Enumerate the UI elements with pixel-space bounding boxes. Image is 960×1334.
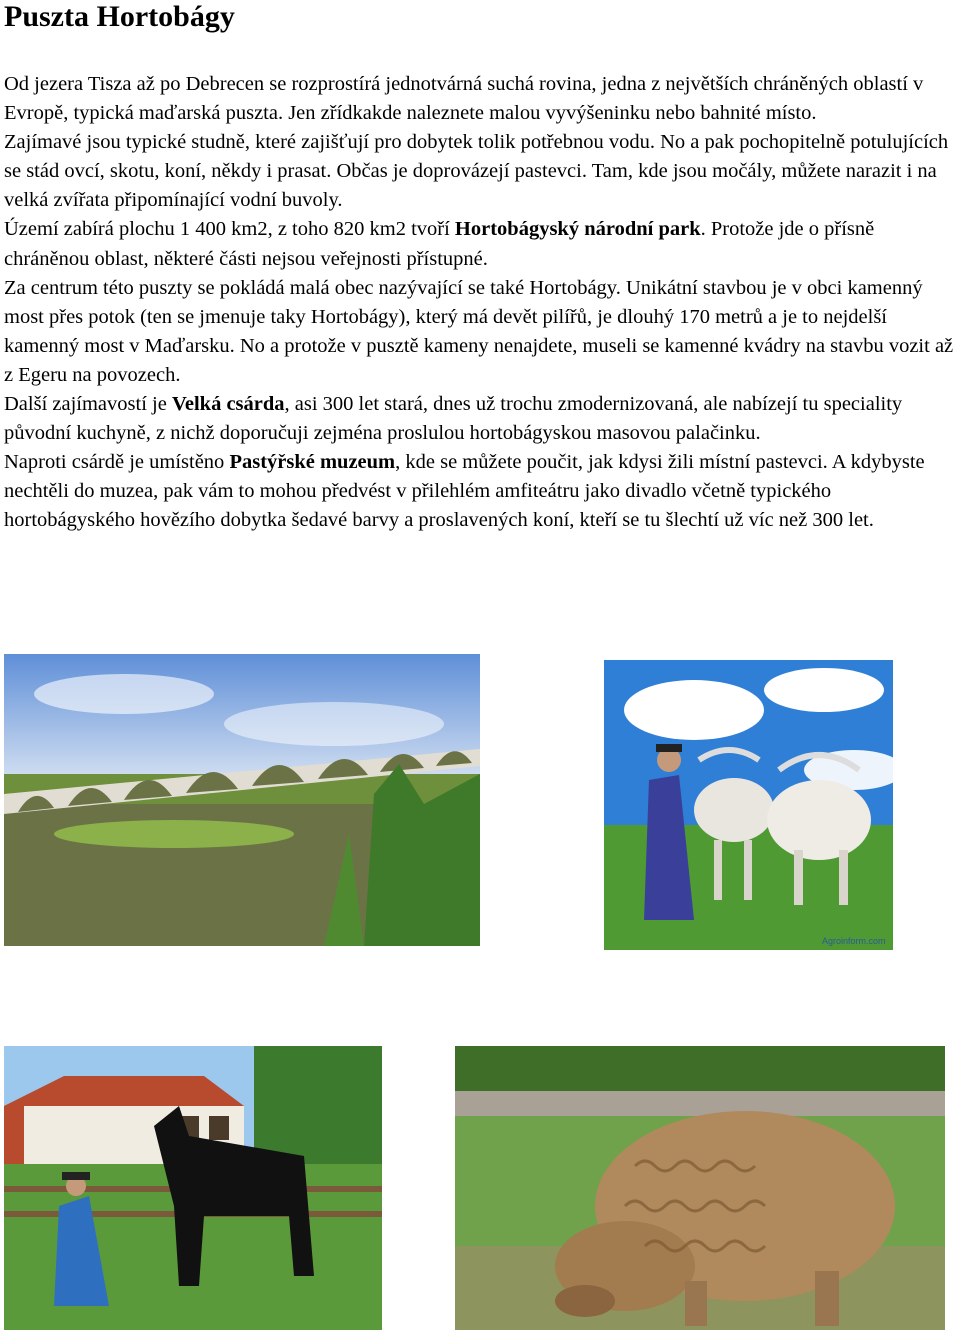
museum-name: Pastýřské muzeum [229,451,396,474]
bridge-photo [4,654,480,946]
csarda-name: Velká csárda [171,393,285,416]
paragraph-bridge: Za centrum této puszty se pokládá malá obec nazývající se také Hortobágy. Unikátní stavbou je v obci kamenný most přes potok (ten se jmenuje taky Hortobágy), který má devět pilířů, je dlouhý 170 metrů a je to nejdelší kamenný most v Maďarsku. No a protože v pusztě kameny nenajdete, museli se kamenné kvádry na stavbu vozit až z Egeru na povozech. [4,276,954,386]
national-park-name: Hortobágyský národní park [454,218,701,241]
mangalica-photo [455,1046,945,1330]
article-body [4,70,958,536]
paragraph-csarda: Další zajímavostí je Velká csárda, asi 300 let stará, dnes už trochu zmodernizovaná, ale nabízejí tu speciality původní kuchyně, z nichž doporučuji zejména proslulou hortobágyskou masovou palačinku. [4,393,903,445]
paragraph-intro: Od jezera Tisza až po Debrecen se rozprostírá jednotvárná suchá rovina, jedna z největších chráněných oblastí v Evropě, typická maďarská puszta. Jen zřídkakde naleznete malou vyvýšeninku nebo bahnité místo. [4,73,924,125]
paragraph-wells: Zajímavé jsou typické studně, které zajišťují pro dobytek tolik potřebnou vodu. No a pak pochopitelně potulujících se stád ovcí, skotu, koní, někdy i prasat. Občas je doprovázejí pastevci. Tam, kde jsou močály, můžete narazit i na velká zvířata připomínající vodní buvoly. [4,131,949,212]
agroinform-watermark: Agroinform.com [822,936,886,946]
horse-photo [4,1046,382,1330]
paragraph-museum: Naproti csárdě je umístěno Pastýřské muzeum, kde se můžete poučit, jak kdysi žili místní pastevci. A kdybyste nechtěli do muzea, pak vám to mohou předvést v přilehlém amfiteátru jako divadlo včetně typického hortobágyského hovězího dobytka šedavé barvy a proslavených koní, kteří se tu šlechtí už víc než 300 let. [4,451,925,532]
paragraph-area: Území zabírá plochu 1 400 km2, z toho 820 km2 tvoří Hortobágyský národní park. Protože jde o přísně chráněnou oblast, některé části nejsou veřejnosti přístupné. [4,218,875,270]
cattle-photo [604,660,893,950]
page-title: Puszta Hortobágy [4,0,235,33]
